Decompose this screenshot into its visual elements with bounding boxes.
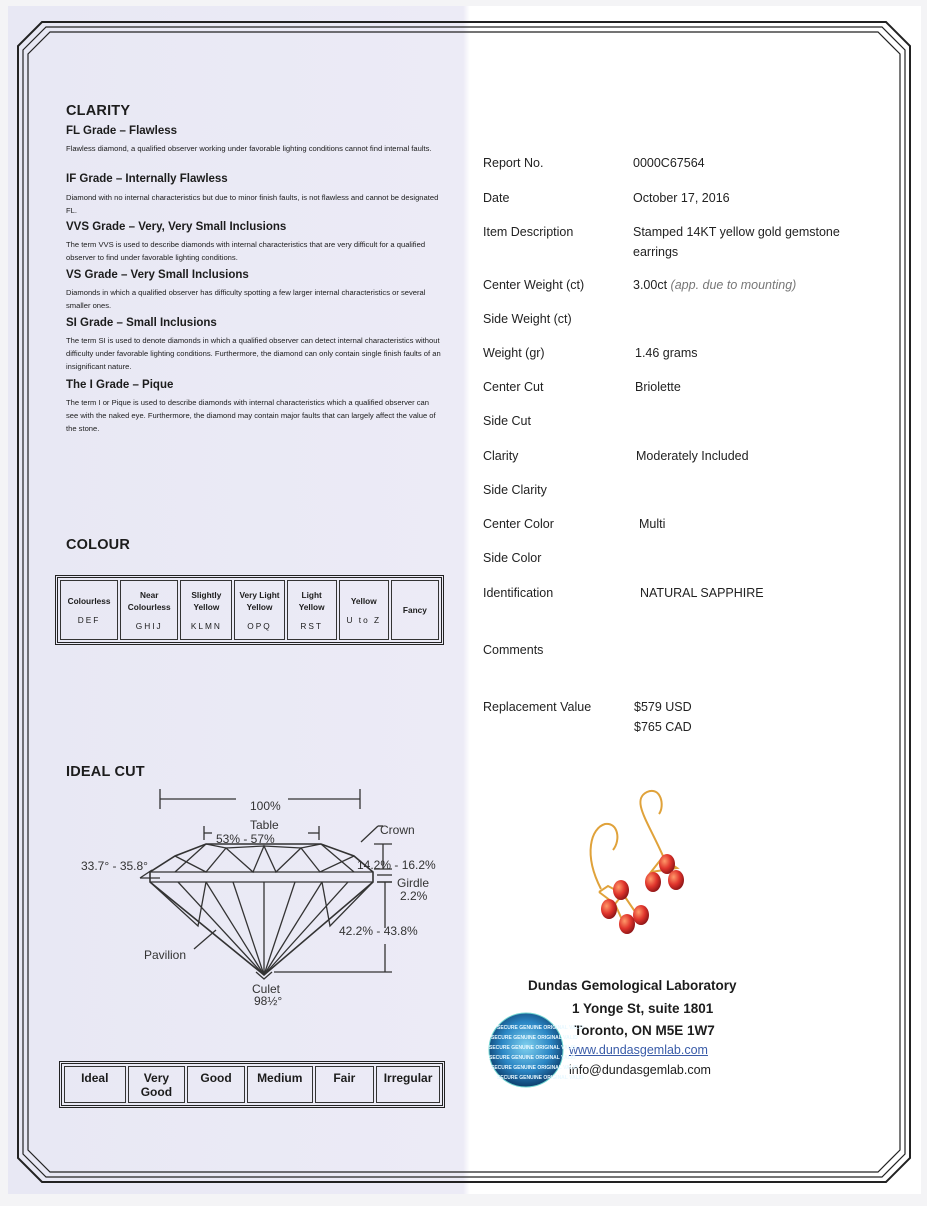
lab-website-link[interactable]: www.dundasgemlab.com [569,1043,708,1057]
cut-grade-cell: Ideal [64,1066,126,1103]
field-label: Date [483,191,510,205]
colour-cell: Fancy [391,580,439,640]
cut-grade-cell: Good [187,1066,245,1103]
clarity-grade-heading: SI Grade – Small Inclusions [66,317,217,329]
gemstone-icon [633,905,649,925]
diagram-girdle-value: 2.2% [400,889,428,903]
field-value: NATURAL SAPPHIRE [640,586,764,600]
svg-text:SECURE GENUINE ORIGINAL VALID: SECURE GENUINE ORIGINAL VALID [497,1025,584,1031]
gemstone-icon [613,880,629,900]
field-value-secondary: $765 CAD [634,720,692,734]
field-label: Item Description [483,225,574,239]
colour-scale-table [55,575,444,645]
clarity-grade-text: Diamonds in which a qualified observer has difficulty spotting a few larger internal characteristics or several smaller ones. [66,288,426,310]
colour-cell: Light Yellow RST [287,580,337,640]
field-value: Briolette [635,380,681,394]
clarity-grade-heading: FL Grade – Flawless [66,125,178,137]
colour-cell: Colourless DEF [60,580,118,640]
earrings-image [563,784,703,939]
gemstone-icon [601,899,617,919]
field-value: 1.46 grams [635,346,698,360]
diagram-crown-label: Crown [380,823,415,837]
field-value: $579 USD [634,700,692,714]
clarity-grade-heading: VS Grade – Very Small Inclusions [66,269,249,281]
clarity-grade-text: Flawless diamond, a qualified observer working under favorable lighting conditions cannot find internal faults. [66,144,432,153]
gemstone-icon [619,914,635,934]
cut-grade-cell: Fair [315,1066,375,1103]
colour-cell: Slightly Yellow KLMN [180,580,232,640]
svg-text:SECURE GENUINE ORIGINAL VALID: SECURE GENUINE ORIGINAL VALID [489,1045,576,1051]
cut-grade-cell: Medium [247,1066,313,1103]
clarity-grade-heading: VVS Grade – Very, Very Small Inclusions [66,221,287,233]
lab-name: Dundas Gemological Laboratory [528,978,737,993]
certificate-page [8,6,921,1194]
gemstone-icon [645,872,661,892]
svg-text:SECURE GENUINE ORIGINAL VALID: SECURE GENUINE ORIGINAL VALID [497,1075,584,1081]
clarity-grade-text: The term VVS is used to describe diamonds with internal characteristics that are very difficult for a qualified observer to find under favorable lighting conditions. [66,240,426,262]
field-value: Multi [639,517,666,531]
colour-cell: Very Light Yellow OPQ [234,580,284,640]
gemstone-icon [668,870,684,890]
field-label: Report No. [483,156,544,170]
clarity-grade-text: The term SI is used to denote diamonds in which a qualified observer can detect internal characteristics without difficulty under favorable lighting conditions. Furthermore, the diamond can only contain single finish faults of an insignificant nature. [66,336,441,371]
ideal-cut-title: IDEAL CUT [66,764,145,780]
field-label: Center Color [483,517,554,531]
clarity-grade-heading: The I Grade – Pique [66,379,174,391]
field-value: October 17, 2016 [633,191,730,205]
field-label: Center Cut [483,380,544,394]
clarity-grade-text: Diamond with no internal characteristics but due to minor finish faults, is not flawless and cannot be designated FL. [66,193,439,215]
lab-email: info@dundasgemlab.com [569,1063,711,1077]
lab-address-line1: 1 Yonge St, suite 1801 [572,1001,714,1016]
diagram-table-label: Table [250,818,279,832]
diagram-table-range: 53% - 57% [216,832,275,846]
field-label: Replacement Value [483,700,592,714]
diagram-girdle-label: Girdle [397,876,430,890]
clarity-title: CLARITY [66,103,131,119]
field-value: Moderately Included [636,449,749,463]
svg-text:SECURE GENUINE ORIGINAL VALID: SECURE GENUINE ORIGINAL VALID [491,1065,578,1071]
diagram-pavilion-label: Pavilion [144,948,187,962]
field-label: Clarity [483,449,519,463]
colour-cell: Yellow U to Z [339,580,389,640]
field-label: Comments [483,643,544,657]
ideal-cut-diagram [48,786,468,1011]
field-label: Weight (gr) [483,346,545,360]
field-value: Stamped 14KT yellow gold gemstone earrings [633,225,840,259]
cut-grade-cell: Irregular [376,1066,440,1103]
security-seal-icon [487,1011,584,1089]
cut-grade-table [59,1061,445,1108]
diagram-culet-label: Culet [252,982,281,996]
field-value: 3.00ct (app. due to mounting) [633,278,797,292]
colour-cell: Near Colourless GHIJ [120,580,178,640]
field-label: Side Color [483,551,542,565]
field-value: 0000C67564 [633,156,705,170]
field-label: Side Cut [483,414,531,428]
diagram-total-label: 100% [250,799,281,813]
field-label: Center Weight (ct) [483,278,585,292]
colour-title: COLOUR [66,537,131,553]
svg-text:SECURE GENUINE ORIGINAL VALID: SECURE GENUINE ORIGINAL VALID [491,1035,578,1041]
diagram-crown-angle: 33.7° - 35.8° [81,859,148,873]
field-label: Identification [483,586,554,600]
svg-text:SECURE GENUINE ORIGINAL VALID: SECURE GENUINE ORIGINAL VALID [489,1055,576,1061]
field-label: Side Weight (ct) [483,312,572,326]
field-label: Side Clarity [483,483,547,497]
diagram-crown-height: 14.2% - 16.2% [357,858,436,872]
diagram-pavilion-depth: 42.2% - 43.8% [339,924,418,938]
clarity-grade-text: The term I or Pique is used to describe diamonds with internal characteristics which a qualified observer can see with the naked eye. Furthermore, the diamond may contain major faults that can largely affect the value of the stone. [66,398,436,433]
diagram-culet-value: 98½° [254,994,283,1008]
clarity-grade-heading: IF Grade – Internally Flawless [66,173,228,185]
grading-reference-panel [8,6,470,1206]
lab-address-line2: Toronto, ON M5E 1W7 [574,1023,715,1038]
cut-grade-cell: Very Good [128,1066,186,1103]
